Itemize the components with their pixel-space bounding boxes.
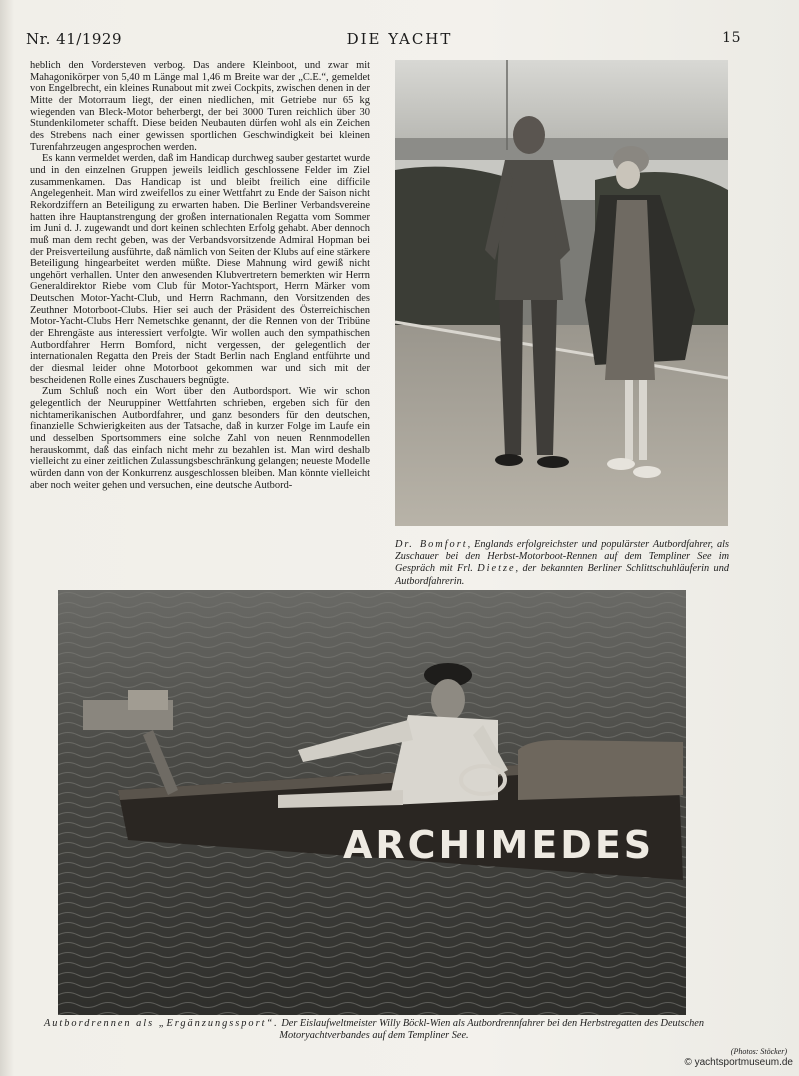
boat-name-text: ARCHIMEDES bbox=[343, 823, 655, 867]
issue-number: Nr. 41/1929 bbox=[26, 30, 122, 48]
photo-bomfort-dietze-illustration bbox=[395, 60, 728, 526]
watermark: © yachtsportmuseum.de bbox=[684, 1057, 793, 1068]
caption-body: Der Eislaufweltmeister Willy Böckl-Wien als Autbordrennfahrer bei den Herbstregatten des Deutschen Motoryachtverbandes auf dem Templiner See. bbox=[278, 1018, 704, 1042]
caption-lead: Autbordrennen als „Ergänzungssport“. bbox=[43, 1018, 279, 1029]
article-paragraph: heblich den Vordersteven verbog. Das andere Kleinboot, und zwar mit Mahagonikörper von 5,40 m Länge mal 1,46 m Breite war der „C.E.“, gemeldet von Engelbrecht, ein kleines Runabout mit zwei Cockpits, zwischen denen in der Mitte der Motorraum liegt, der einen niedlichen, mit Getriebe nur 65 kg wiegenden van Bleck-Motor beherbergt, der bei 3000 Turen reichlich über 30 Stundenkilometer schafft. Diese beiden Neubauten dürfen wohl als ein Zeichen des Strebens nach einer gewissen sportlichen Geschwindigkeit bei kleinen Turenfahrzeugen angesprochen werden. bbox=[30, 60, 370, 153]
photo-bomfort-dietze bbox=[395, 60, 728, 526]
caption-text-1: , Englands erfolgreichster und populärster Autbordfahrer, als Zuschauer bei den Herbst-Motorboot-Rennen auf dem Templiner See im Gespräch mit Frl. bbox=[395, 539, 730, 575]
article-paragraph: Es kann vermeldet werden, daß im Handicap durchweg sauber gestartet wurde und in den einzelnen Gruppen jeweils leidlich geschlossene Felder im Ziel zusammenkamen. Das Handicap ist und bleibt freilich eine difficile Angelegenheit. Man wird zweifellos zu einer Wettfahrt zu Ende der Saison nicht Rekordziffern an Beteiligung zu erwarten haben. Die Berliner Verbandsvereine hatten ihre Hauptanstrengung der großen internationalen Regatta vom Sommer im Juni d. J. zugewandt und dort keinen schlechten Erfolg gehabt. Aber dennoch muß man dem recht geben, was der Verbandsvorsitzende Admiral Hopman bei der Preisverteilung ausführte, daß nämlich von Seiten der Klubs auf eine stärkere Beteiligung hingearbeitet werden müßte. Diese Mahnung wird gewiß nicht ungehört verhallen. Unter den anwesenden Klubvertretern bemerkten wir Herrn Generaldirektor Riebe vom Club für Motor-Yachtsport, Herrn Märker vom Deutschen Motor-Yacht-Club, und Herrn Rachmann, den Vorsitzenden des Zeuthner Motorboot-Clubs. Hier sei auch der Präsident des Österreichischen Motor-Yacht-Clubs Herr Nemetschke genannt, der die Rennen von der Tribüne der Ehrengäste aus interessiert verfolgte. Wir wollen auch den sympathischen Autbordfahrer Herrn Bomford, nicht vergessen, der gelegentlich der internationalen Regatta den Preis der Stadt Berlin nach England entführte und der diesmal leider ohne Motorboot gekommen war und sich mit der bescheidenen Rolle eines Zuschauers begnügte. bbox=[30, 153, 370, 386]
page-number: 15 bbox=[722, 30, 741, 46]
caption-text-2: , der bekannten Berliner Schlittschuhläuferin und Autbordfahrerin. bbox=[395, 563, 730, 587]
magazine-title: DIE YACHT bbox=[346, 30, 453, 48]
photo-archimedes-caption bbox=[24, 1018, 724, 1042]
caption-name-bomfort: Dr. Bomfort bbox=[395, 539, 468, 550]
photo-archimedes-boat bbox=[58, 590, 686, 1015]
photo-archimedes-illustration bbox=[58, 590, 686, 1015]
photo-bomfort-caption bbox=[395, 539, 729, 588]
article-column bbox=[30, 60, 370, 580]
article-paragraph: Zum Schluß noch ein Wort über den Autbordsport. Wie wir schon gelegentlich der Neuruppiner Wettfahrten schrieben, ergeben sich für den nichtamerikanischen Autbordfahrer, und ganz besonders für den deutschen, finanzielle Schwierigkeiten aus der Tatsache, daß in kurzer Folge im Laufe ein und desselben Sportsommers eine solche Zahl von neuen Rennmodellen herauskommt, daß das einfach nicht mehr zu bezahlen ist. Man wird deshalb vielleicht zu einer zeitlichen Zulassungsbeschränkung gelangen; neueste Modelle würden dann von der Konkurrenz ausgeschlossen bleiben. Man könnte vielleicht aber noch weiter gehen und versuchen, eine deutsche Autbord- bbox=[30, 386, 370, 491]
caption-name-dietze: Dietze bbox=[477, 563, 516, 575]
photo-credit: (Photos: Stöcker) bbox=[730, 1047, 787, 1056]
